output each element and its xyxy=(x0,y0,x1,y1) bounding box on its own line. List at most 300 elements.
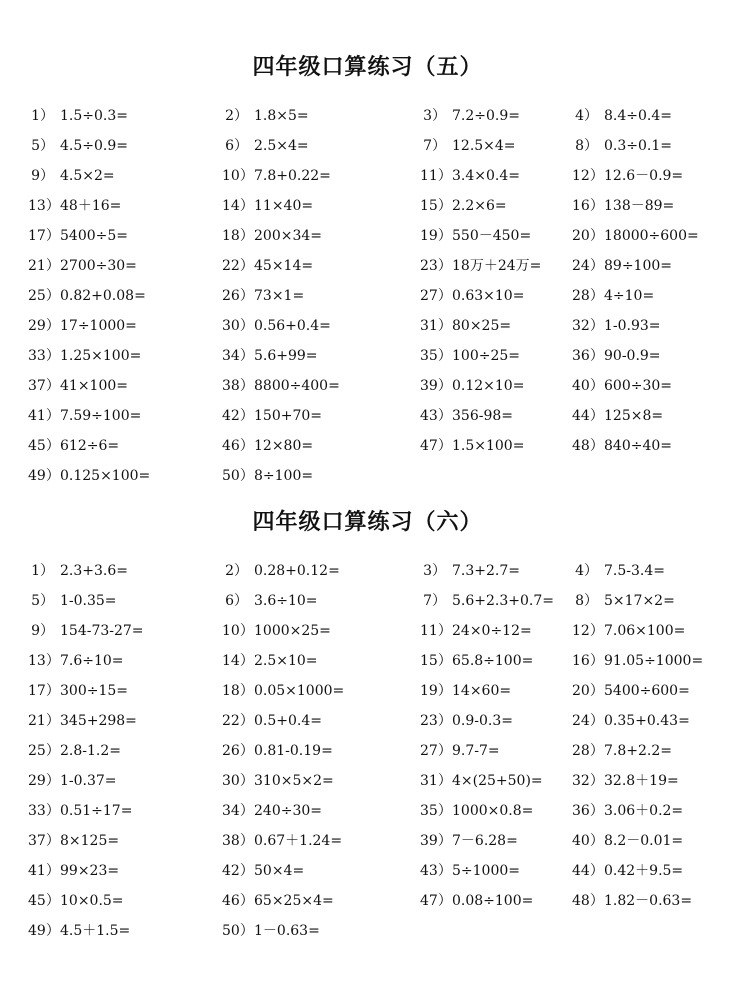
math-problem xyxy=(420,221,531,251)
problem-number: 35） xyxy=(420,348,452,364)
problem-expression: 73×1= xyxy=(254,288,305,304)
problem-number: 5） xyxy=(31,138,54,154)
problem-expression: 150+70= xyxy=(254,408,322,424)
problem-number: 25） xyxy=(28,743,60,759)
problem-row xyxy=(0,281,735,311)
problem-number: 17） xyxy=(28,228,60,244)
math-problem xyxy=(572,646,703,676)
problem-expression: 0.3÷0.1= xyxy=(604,138,672,154)
math-problem xyxy=(222,766,334,796)
problem-number: 13） xyxy=(28,198,60,214)
problem-number: 40） xyxy=(572,378,604,394)
math-problem xyxy=(420,706,513,736)
problem-expression: 7.5-3.4= xyxy=(604,563,665,579)
math-problem xyxy=(420,646,533,676)
problem-row xyxy=(0,131,735,161)
problem-number: 3） xyxy=(423,563,446,579)
problem-number: 16） xyxy=(572,653,604,669)
problem-number: 25） xyxy=(28,288,60,304)
problem-number: 32） xyxy=(572,318,604,334)
problem-expression: 300÷15= xyxy=(60,683,128,699)
problem-expression: 138－89= xyxy=(604,198,675,214)
problem-number: 50） xyxy=(222,923,254,939)
problem-expression: 4.5＋1.5= xyxy=(60,923,131,939)
problem-expression: 4÷10= xyxy=(604,288,655,304)
problem-number: 14） xyxy=(222,198,254,214)
math-problem xyxy=(222,371,340,401)
problem-row xyxy=(0,251,735,281)
problem-number: 46） xyxy=(222,893,254,909)
math-problem xyxy=(222,161,331,191)
problem-row xyxy=(0,221,735,251)
problem-expression: 7.59÷100= xyxy=(60,408,142,424)
math-problem xyxy=(222,886,334,916)
problem-expression: 18000÷600= xyxy=(604,228,699,244)
math-problem xyxy=(420,676,511,706)
problem-expression: 0.28+0.12= xyxy=(254,563,340,579)
problem-expression: 7－6.28= xyxy=(452,833,518,849)
problem-row xyxy=(0,706,735,736)
problem-expression: 1000×25= xyxy=(254,623,331,639)
problem-number: 11） xyxy=(420,623,452,639)
problem-expression: 7.3+2.7= xyxy=(452,563,520,579)
math-problem xyxy=(420,371,524,401)
problem-row xyxy=(0,916,735,946)
problem-expression: 200×34= xyxy=(254,228,322,244)
problem-number: 50） xyxy=(222,468,254,484)
problem-number: 4） xyxy=(575,108,598,124)
problem-expression: 7.8+2.2= xyxy=(604,743,672,759)
problem-number: 42） xyxy=(222,408,254,424)
math-problem xyxy=(222,311,331,341)
problem-number: 20） xyxy=(572,228,604,244)
math-problem xyxy=(572,281,654,311)
math-problem xyxy=(572,826,683,856)
problem-expression: 12.6－0.9= xyxy=(604,168,684,184)
problem-grid-five xyxy=(0,101,735,491)
math-problem xyxy=(420,826,518,856)
problem-expression: 0.05×1000= xyxy=(254,683,345,699)
problem-expression: 125×8= xyxy=(604,408,664,424)
problem-number: 18） xyxy=(222,683,254,699)
problem-expression: 10×0.5= xyxy=(60,893,124,909)
problem-number: 38） xyxy=(222,378,254,394)
problem-number: 29） xyxy=(28,773,60,789)
problem-expression: 5400÷5= xyxy=(60,228,128,244)
problem-expression: 0.81-0.19= xyxy=(254,743,333,759)
math-problem xyxy=(572,706,690,736)
problem-number: 31） xyxy=(420,318,452,334)
problem-number: 48） xyxy=(572,438,604,454)
math-problem xyxy=(222,856,304,886)
math-problem xyxy=(572,556,665,586)
problem-number: 6） xyxy=(225,138,248,154)
problem-number: 4） xyxy=(575,563,598,579)
problem-number: 21） xyxy=(28,258,60,274)
math-problem xyxy=(222,586,318,616)
problem-number: 49） xyxy=(28,468,60,484)
math-problem xyxy=(28,101,128,131)
math-problem xyxy=(222,191,313,221)
math-problem xyxy=(222,826,342,856)
math-problem xyxy=(420,131,516,161)
problem-expression: 3.06＋0.2= xyxy=(604,803,684,819)
problem-expression: 1.8×5= xyxy=(254,108,309,124)
problem-expression: 5.6+2.3+0.7= xyxy=(452,593,554,609)
problem-expression: 0.67＋1.24= xyxy=(254,833,343,849)
math-problem xyxy=(572,586,675,616)
problem-number: 18） xyxy=(222,228,254,244)
problem-expression: 89÷100= xyxy=(604,258,672,274)
problem-expression: 0.35+0.43= xyxy=(604,713,690,729)
problem-row xyxy=(0,341,735,371)
problem-row xyxy=(0,586,735,616)
math-problem xyxy=(222,221,322,251)
problem-grid-six xyxy=(0,556,735,946)
problem-expression: 48＋16= xyxy=(60,198,122,214)
math-problem xyxy=(572,371,672,401)
problem-row xyxy=(0,796,735,826)
problem-number: 22） xyxy=(222,258,254,274)
problem-expression: 0.125×100= xyxy=(60,468,151,484)
problem-number: 24） xyxy=(572,713,604,729)
problem-number: 41） xyxy=(28,408,60,424)
problem-expression: 80×25= xyxy=(452,318,512,334)
problem-number: 24） xyxy=(572,258,604,274)
problem-expression: 2.8-1.2= xyxy=(60,743,121,759)
math-problem xyxy=(420,856,520,886)
problem-number: 10） xyxy=(222,623,254,639)
problem-number: 45） xyxy=(28,438,60,454)
problem-number: 43） xyxy=(420,408,452,424)
math-problem xyxy=(572,341,661,371)
problem-expression: 12×80= xyxy=(254,438,314,454)
problem-expression: 32.8＋19= xyxy=(604,773,679,789)
problem-expression: 1－0.63= xyxy=(254,923,320,939)
problem-number: 30） xyxy=(222,773,254,789)
problem-expression: 8.4÷0.4= xyxy=(604,108,672,124)
problem-number: 2） xyxy=(225,108,248,124)
math-problem xyxy=(420,796,533,826)
math-problem xyxy=(420,886,533,916)
math-problem xyxy=(420,586,554,616)
problem-number: 40） xyxy=(572,833,604,849)
math-problem xyxy=(420,401,513,431)
math-problem xyxy=(572,886,692,916)
problem-expression: 1.25×100= xyxy=(60,348,142,364)
problem-expression: 840÷40= xyxy=(604,438,672,454)
problem-number: 8） xyxy=(575,138,598,154)
problem-number: 26） xyxy=(222,288,254,304)
problem-number: 45） xyxy=(28,893,60,909)
problem-expression: 5÷1000= xyxy=(452,863,520,879)
problem-expression: 18万＋24万= xyxy=(452,258,542,274)
math-problem xyxy=(222,916,320,946)
problem-number: 30） xyxy=(222,318,254,334)
problem-number: 21） xyxy=(28,713,60,729)
problem-number: 49） xyxy=(28,923,60,939)
problem-row xyxy=(0,101,735,131)
problem-expression: 5400÷600= xyxy=(604,683,690,699)
problem-expression: 8×125= xyxy=(60,833,120,849)
problem-expression: 1000×0.8= xyxy=(452,803,534,819)
problem-expression: 11×40= xyxy=(254,198,314,214)
problem-number: 34） xyxy=(222,348,254,364)
problem-expression: 45×14= xyxy=(254,258,314,274)
problem-expression: 240÷30= xyxy=(254,803,322,819)
problem-row xyxy=(0,676,735,706)
problem-number: 20） xyxy=(572,683,604,699)
problem-row xyxy=(0,646,735,676)
problem-expression: 4.5÷0.9= xyxy=(60,138,128,154)
problem-expression: 100÷25= xyxy=(452,348,520,364)
problem-number: 2） xyxy=(225,563,248,579)
math-problem xyxy=(28,586,117,616)
math-problem xyxy=(28,736,121,766)
problem-row xyxy=(0,371,735,401)
math-problem xyxy=(222,281,304,311)
math-problem xyxy=(222,616,331,646)
problem-number: 11） xyxy=(420,168,452,184)
problem-expression: 1.5÷0.3= xyxy=(60,108,128,124)
problem-expression: 0.63×10= xyxy=(452,288,525,304)
problem-number: 14） xyxy=(222,653,254,669)
math-problem xyxy=(222,401,322,431)
problem-number: 28） xyxy=(572,288,604,304)
problem-number: 48） xyxy=(572,893,604,909)
problem-number: 13） xyxy=(28,653,60,669)
problem-number: 35） xyxy=(420,803,452,819)
math-problem xyxy=(572,616,685,646)
problem-number: 27） xyxy=(420,743,452,759)
problem-row xyxy=(0,311,735,341)
problem-number: 29） xyxy=(28,318,60,334)
math-problem xyxy=(28,856,119,886)
math-problem xyxy=(222,796,322,826)
math-problem xyxy=(28,676,128,706)
math-problem xyxy=(420,191,507,221)
math-problem xyxy=(28,461,150,491)
math-problem xyxy=(28,556,128,586)
problem-number: 46） xyxy=(222,438,254,454)
problem-expression: 24×0÷12= xyxy=(452,623,532,639)
math-problem xyxy=(28,251,137,281)
problem-number: 22） xyxy=(222,713,254,729)
problem-number: 28） xyxy=(572,743,604,759)
math-problem xyxy=(222,251,313,281)
math-problem xyxy=(28,646,124,676)
problem-expression: 0.42＋9.5= xyxy=(604,863,684,879)
worksheet-title-five: 四年级口算练习（五） xyxy=(252,54,483,80)
problem-row xyxy=(0,616,735,646)
math-problem xyxy=(420,556,520,586)
math-problem xyxy=(572,796,683,826)
problem-number: 7） xyxy=(423,593,446,609)
math-problem xyxy=(222,646,318,676)
problem-number: 38） xyxy=(222,833,254,849)
problem-expression: 1.82－0.63= xyxy=(604,893,693,909)
problem-number: 32） xyxy=(572,773,604,789)
problem-expression: 2.2×6= xyxy=(452,198,507,214)
math-problem xyxy=(572,766,679,796)
problem-expression: 0.56+0.4= xyxy=(254,318,331,334)
problem-expression: 0.9-0.3= xyxy=(452,713,513,729)
math-problem xyxy=(420,251,541,281)
problem-expression: 154-73-27= xyxy=(60,623,144,639)
problem-number: 43） xyxy=(420,863,452,879)
problem-expression: 2.5×10= xyxy=(254,653,318,669)
problem-expression: 0.08÷100= xyxy=(452,893,534,909)
problem-number: 5） xyxy=(31,593,54,609)
problem-expression: 90-0.9= xyxy=(604,348,661,364)
problem-expression: 0.12×10= xyxy=(452,378,525,394)
problem-row xyxy=(0,736,735,766)
math-problem xyxy=(222,556,340,586)
problem-expression: 356-98= xyxy=(452,408,513,424)
problem-number: 3） xyxy=(423,108,446,124)
problem-number: 47） xyxy=(420,893,452,909)
problem-number: 15） xyxy=(420,653,452,669)
problem-expression: 2.5×4= xyxy=(254,138,309,154)
problem-number: 37） xyxy=(28,378,60,394)
problem-number: 47） xyxy=(420,438,452,454)
math-problem xyxy=(572,311,661,341)
math-problem xyxy=(420,341,520,371)
math-problem xyxy=(28,131,128,161)
problem-expression: 310×5×2= xyxy=(254,773,334,789)
problem-expression: 5.6+99= xyxy=(254,348,318,364)
problem-expression: 0.5+0.4= xyxy=(254,713,322,729)
problem-row xyxy=(0,886,735,916)
problem-number: 37） xyxy=(28,833,60,849)
problem-expression: 1-0.93= xyxy=(604,318,661,334)
problem-expression: 5×17×2= xyxy=(604,593,675,609)
problem-expression: 41×100= xyxy=(60,378,128,394)
problem-number: 16） xyxy=(572,198,604,214)
math-problem xyxy=(28,826,119,856)
problem-row xyxy=(0,401,735,431)
problem-expression: 2700÷30= xyxy=(60,258,137,274)
problem-expression: 7.06×100= xyxy=(604,623,686,639)
math-problem xyxy=(28,161,115,191)
problem-expression: 1-0.35= xyxy=(60,593,117,609)
problem-row xyxy=(0,766,735,796)
math-problem xyxy=(28,706,137,736)
problem-number: 34） xyxy=(222,803,254,819)
math-problem xyxy=(572,736,672,766)
math-problem xyxy=(222,431,313,461)
problem-number: 9） xyxy=(31,623,54,639)
problem-number: 31） xyxy=(420,773,452,789)
math-problem xyxy=(420,616,532,646)
problem-row xyxy=(0,556,735,586)
math-problem xyxy=(222,131,309,161)
problem-number: 17） xyxy=(28,683,60,699)
problem-expression: 2.3+3.6= xyxy=(60,563,128,579)
problem-number: 36） xyxy=(572,348,604,364)
problem-number: 19） xyxy=(420,228,452,244)
math-problem xyxy=(28,311,137,341)
problem-expression: 550－450= xyxy=(452,228,532,244)
math-problem xyxy=(572,161,683,191)
problem-number: 42） xyxy=(222,863,254,879)
problem-row xyxy=(0,191,735,221)
problem-expression: 4×(25+50)= xyxy=(452,773,543,789)
problem-expression: 99×23= xyxy=(60,863,120,879)
problem-expression: 8800÷400= xyxy=(254,378,340,394)
problem-number: 23） xyxy=(420,258,452,274)
math-problem xyxy=(420,101,520,131)
math-problem xyxy=(28,886,124,916)
problem-expression: 8÷100= xyxy=(254,468,314,484)
problem-expression: 50×4= xyxy=(254,863,305,879)
math-problem xyxy=(420,431,524,461)
math-problem xyxy=(420,161,520,191)
problem-expression: 612÷6= xyxy=(60,438,120,454)
problem-number: 36） xyxy=(572,803,604,819)
problem-number: 12） xyxy=(572,623,604,639)
problem-expression: 65×25×4= xyxy=(254,893,334,909)
problem-expression: 7.2÷0.9= xyxy=(452,108,520,124)
math-problem xyxy=(222,461,313,491)
problem-number: 9） xyxy=(31,168,54,184)
problem-expression: 600÷30= xyxy=(604,378,672,394)
math-problem xyxy=(222,341,318,371)
math-problem xyxy=(572,856,683,886)
math-problem xyxy=(572,131,672,161)
problem-expression: 17÷1000= xyxy=(60,318,137,334)
problem-row xyxy=(0,461,735,491)
problem-number: 27） xyxy=(420,288,452,304)
problem-number: 23） xyxy=(420,713,452,729)
problem-number: 39） xyxy=(420,833,452,849)
math-problem xyxy=(572,221,699,251)
math-problem xyxy=(222,706,322,736)
math-problem xyxy=(222,676,344,706)
math-problem xyxy=(420,736,500,766)
problem-expression: 0.82+0.08= xyxy=(60,288,146,304)
math-problem xyxy=(28,341,141,371)
problem-number: 44） xyxy=(572,408,604,424)
math-problem xyxy=(572,431,672,461)
math-problem xyxy=(572,401,663,431)
problem-expression: 345+298= xyxy=(60,713,137,729)
problem-row xyxy=(0,161,735,191)
worksheet-title-six: 四年级口算练习（六） xyxy=(252,509,483,535)
math-problem xyxy=(28,616,144,646)
problem-number: 39） xyxy=(420,378,452,394)
problem-number: 41） xyxy=(28,863,60,879)
problem-number: 12） xyxy=(572,168,604,184)
problem-number: 6） xyxy=(225,593,248,609)
math-problem xyxy=(28,281,146,311)
math-problem xyxy=(572,191,674,221)
math-problem xyxy=(420,281,524,311)
math-problem xyxy=(28,916,130,946)
problem-number: 33） xyxy=(28,803,60,819)
problem-number: 19） xyxy=(420,683,452,699)
problem-expression: 7.8+0.22= xyxy=(254,168,331,184)
problem-row xyxy=(0,826,735,856)
math-problem xyxy=(572,251,672,281)
problem-expression: 8.2－0.01= xyxy=(604,833,684,849)
problem-number: 8） xyxy=(575,593,598,609)
math-problem xyxy=(28,766,117,796)
problem-expression: 91.05÷1000= xyxy=(604,653,704,669)
problem-expression: 1.5×100= xyxy=(452,438,525,454)
problem-expression: 3.6÷10= xyxy=(254,593,318,609)
math-problem xyxy=(572,676,690,706)
